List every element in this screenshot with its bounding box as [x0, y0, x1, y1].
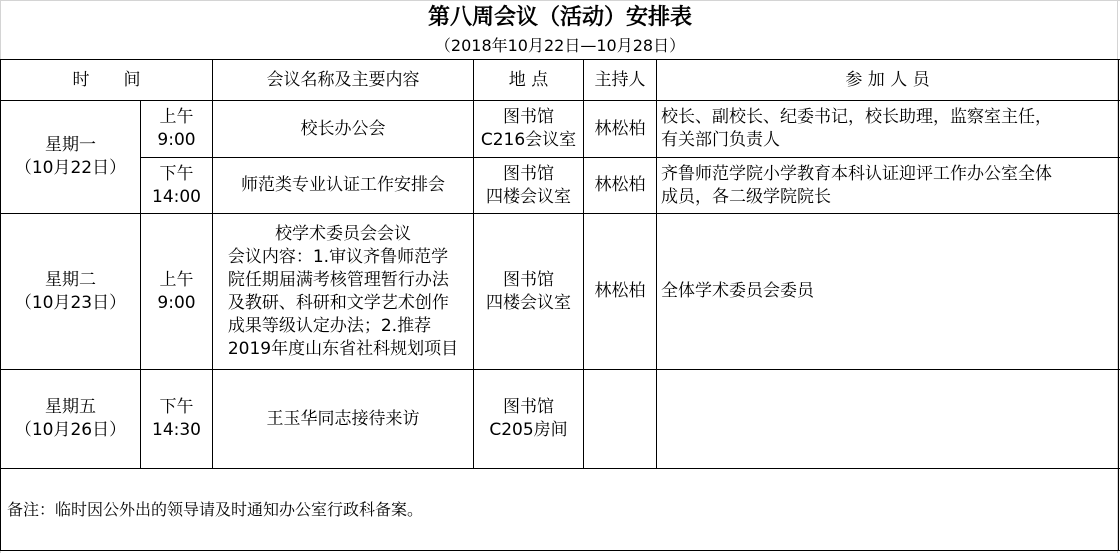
attendees-cell: [657, 158, 1118, 213]
meeting-cell: [213, 214, 473, 369]
header-attendees: 参 加 人 员: [845, 69, 930, 90]
time-cell: [141, 158, 212, 213]
day-cell-tuesday: [1, 214, 140, 369]
note-text: 备注：临时因公外出的领导请及时通知办公室行政科备案。: [7, 500, 424, 519]
day-cell-friday: [1, 370, 140, 468]
host-cell: 林松柏: [594, 118, 646, 139]
location-line2: 四楼会议室: [486, 186, 571, 207]
location-line1: 图书馆: [502, 107, 554, 127]
host-cell: [584, 370, 656, 468]
attendees-cell: [657, 214, 1118, 369]
header-time: 时 间: [72, 69, 141, 90]
grid-line: [0, 0, 1120, 1]
day-label: 星期二: [44, 269, 96, 290]
header-host: 主持人: [594, 69, 646, 90]
time-value: 14:30: [152, 420, 201, 440]
time-cell: [141, 214, 212, 369]
day-date: （10月23日）: [14, 292, 127, 313]
meeting-name: 校长办公会: [300, 118, 386, 139]
location-cell: [474, 158, 583, 213]
day-date: （10月26日）: [14, 420, 127, 440]
time-period: 下午: [159, 163, 194, 184]
attendees-cell: [657, 370, 1118, 468]
host-cell: 林松柏: [594, 175, 646, 195]
host-cell: 林松柏: [594, 281, 646, 301]
table-border: [0, 550, 1120, 551]
attendees-text: 校长、副校长、纪委书记，校长助理，监察室主任， 有关部门负责人: [661, 107, 1052, 150]
time-value: 14:00: [152, 186, 201, 207]
table-border: [1118, 59, 1119, 551]
location-cell: [474, 370, 583, 468]
day-label: 星期五: [44, 397, 96, 417]
day-cell-monday: [1, 101, 140, 213]
time-value: 9:00: [157, 292, 196, 313]
day-label: 星期一: [44, 135, 96, 155]
location-line1: 图书馆: [503, 163, 554, 184]
meeting-name: 校学术委员会会议: [274, 223, 411, 244]
location-line2: C216会议室: [480, 130, 577, 150]
location-cell: [474, 101, 583, 157]
meeting-name: 师范类专业认证工作安排会: [241, 175, 445, 195]
attendees-text: 齐鲁师范学院小学教育本科认证迎评工作办公室全体 成员，各二级学院院长: [661, 163, 1052, 207]
attendees-text: 全体学术委员会委员: [661, 281, 814, 301]
location-line1: 图书馆: [503, 269, 554, 290]
time-value: 9:00: [157, 130, 196, 150]
time-cell: [141, 370, 212, 468]
location-line1: 图书馆: [502, 397, 554, 417]
location-cell: [474, 214, 583, 369]
page-subtitle: （2018年10月22日—10月28日）: [434, 35, 686, 55]
location-line2: 四楼会议室: [486, 292, 571, 313]
page-title: 第八周会议（活动）安排表: [427, 3, 692, 30]
meeting-name: 王玉华同志接待来访: [266, 408, 420, 429]
meeting-details: 会议内容：1.审议齐鲁师范学 院任期届满考核管理暂行办法 及教研、科研和文学艺术创作 成果等级认定办法；2.推荐 2019年度山东省社科规划项目: [227, 246, 459, 359]
header-meeting: 会议名称及主要内容: [266, 69, 420, 90]
time-period: 下午: [159, 397, 194, 417]
time-period: 上午: [159, 107, 194, 127]
day-date: （10月22日）: [14, 158, 127, 178]
attendees-cell: [657, 101, 1118, 157]
time-period: 上午: [159, 269, 194, 290]
location-line2: C205房间: [489, 420, 568, 440]
time-cell: [141, 101, 212, 157]
header-location: 地 点: [508, 69, 549, 90]
